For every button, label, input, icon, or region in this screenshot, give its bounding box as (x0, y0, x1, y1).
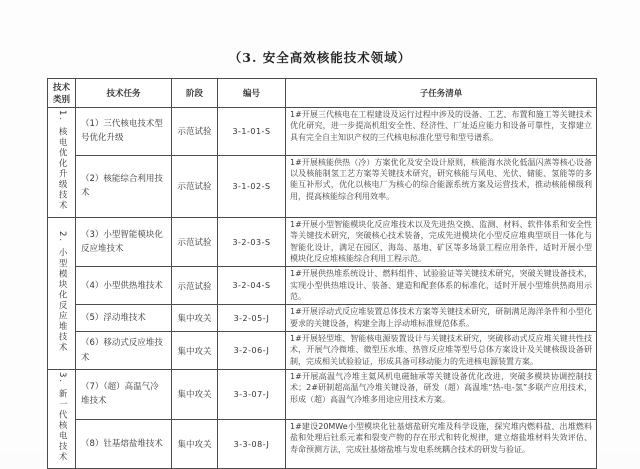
code-cell: 3-2-04-S (218, 267, 286, 305)
phase-cell: 示范试验 (172, 217, 218, 266)
subtasks-cell: 1#开展高温气冷堆主氦风机电磁轴承等关键设备优化改进，突破多模块协调控制技术；2#研制超高温气冷堆关键设备，研发（超）高温堆“热-电-氢”多联产应用技术，形成（超）高温气冷堆多用途应用技术方案。 (286, 370, 597, 420)
code-cell: 3-3-08-J (218, 419, 286, 469)
category-label: 2. 小型模块化反应堆技术 (57, 230, 68, 353)
subtasks-cell: 1#开展三代核电在工程建设及运行过程中涉及的设备、工艺、布置和施工等关键技术优化研究，进一步提高机组安全性、经济性、厂址适应能力和设备可靠性，支撑建立具有完全自主知识产权的三代核电标准化型号和型号谱系。 (286, 108, 597, 156)
code-cell: 3-3-07-J (218, 370, 286, 420)
code-cell: 3-2-06-J (218, 332, 286, 370)
task-cell: （3）小型智能模块化反应堆技术 (76, 217, 172, 266)
category-cell (48, 217, 76, 369)
table-header-row (48, 79, 597, 108)
column-header-phase: 阶段 (172, 79, 218, 108)
subtasks-cell: 1#开展浮动式反应堆装置总体技术方案等关键技术研究，研制满足海洋条件和小型化要求的关键设备，构建全海上浮动堆标准规范体系。 (286, 305, 597, 332)
category-cell (48, 370, 76, 469)
page-title: （3. 安全高效核能技术领域） (228, 50, 412, 65)
phase-cell: 示范试验 (172, 108, 218, 156)
code-cell: 3-2-05-J (218, 305, 286, 332)
task-cell: （1）三代核电技术型号优化升级 (76, 108, 172, 156)
code-cell: 3-2-03-S (218, 217, 286, 266)
subtasks-cell: 1#开展核能供热（冷）方案优化及安全设计原则，核能海水淡化低温闪蒸等核心设备以及核能制氢工艺方案等关键技术研究，研究核能与风电、光伏、储能、氢能等的多能互补形式，优化以核电厂为核心的综合能源系统方案及运营技术，推动核能梯级利用，提高核能综合利用效率。 (286, 155, 597, 217)
table-body (48, 108, 597, 469)
phase-cell: 集中攻关 (172, 419, 218, 469)
phase-cell: 集中攻关 (172, 332, 218, 370)
column-header-subtasks: 子任务清单 (286, 79, 597, 108)
category-label: 1. 核电优化升级技术 (57, 110, 68, 211)
table-row (48, 217, 597, 266)
task-cell: （8）钍基熔盐堆技术 (76, 419, 172, 469)
subtasks-cell: 1#开展供热堆系统设计、燃料组件、试验验证等关键技术研究，突破关键设备技术，实现小型供热堆设计、装备、建造和配套体系的标准化，适时开展小型堆供热商用示范。 (286, 267, 597, 305)
table-row (48, 155, 597, 217)
task-cell: （6）移动式反应堆技术 (76, 332, 172, 370)
table-row (48, 370, 597, 420)
subtasks-cell: 1#开展轻型堆、智能核电源装置设计与关键技术研究，突破移动式反应堆关键共性技术，开展气冷微堆、微型压水堆、热管反应堆等型号总体方案设计及关键核级设备研制，完成相关试验验证，形成具备可移动能力的先进核电源装置方案。 (286, 332, 597, 370)
subtasks-cell: 1#建设20MWe小型模块化钍基熔盐研究堆及科学设施，探究堆内燃料盐、出堆燃料盐和处理后钍系元素和裂变产物的存在形式和转化规律，建立熔盐堆材料失效评估、寿命预测方法，完成钍基熔盐堆与发电系统耦合技术的研发与验证。 (286, 419, 597, 469)
task-cell: （5）浮动堆技术 (76, 305, 172, 332)
table-row (48, 419, 597, 469)
subtask-table (47, 78, 597, 469)
phase-cell: 示范试验 (172, 155, 218, 217)
column-header-code: 编号 (218, 79, 286, 108)
task-cell: （7）（超）高温气冷堆技术 (76, 370, 172, 420)
code-cell: 3-1-01-S (218, 108, 286, 156)
phase-cell: 示范试验 (172, 267, 218, 305)
table-row (48, 108, 597, 156)
table-row (48, 332, 597, 370)
task-cell: （2）核能综合利用技术 (76, 155, 172, 217)
phase-cell: 集中攻关 (172, 370, 218, 420)
category-cell (48, 108, 76, 218)
table-row (48, 267, 597, 305)
category-label: 3. 新一代核电技术 (57, 372, 68, 463)
column-header-category: 技术类别 (48, 79, 76, 108)
column-header-task: 技术任务 (76, 79, 172, 108)
task-cell: （4）小型供热堆技术 (76, 267, 172, 305)
subtasks-cell: 1#开展小型智能模块化反应堆技术以及先进热交换、监测、材料、软件体系和安全性等关键技术研究，突破核心技术装备，完成先进模块化小型反应堆典型项目一体化与智能化设计，满足在园区、海岛、基地、矿区等多场景工程应用条件，适时开展小型模块化反应堆核能综合利用工程示范。 (286, 217, 597, 266)
table-row (48, 305, 597, 332)
phase-cell: 集中攻关 (172, 305, 218, 332)
code-cell: 3-1-02-S (218, 155, 286, 217)
